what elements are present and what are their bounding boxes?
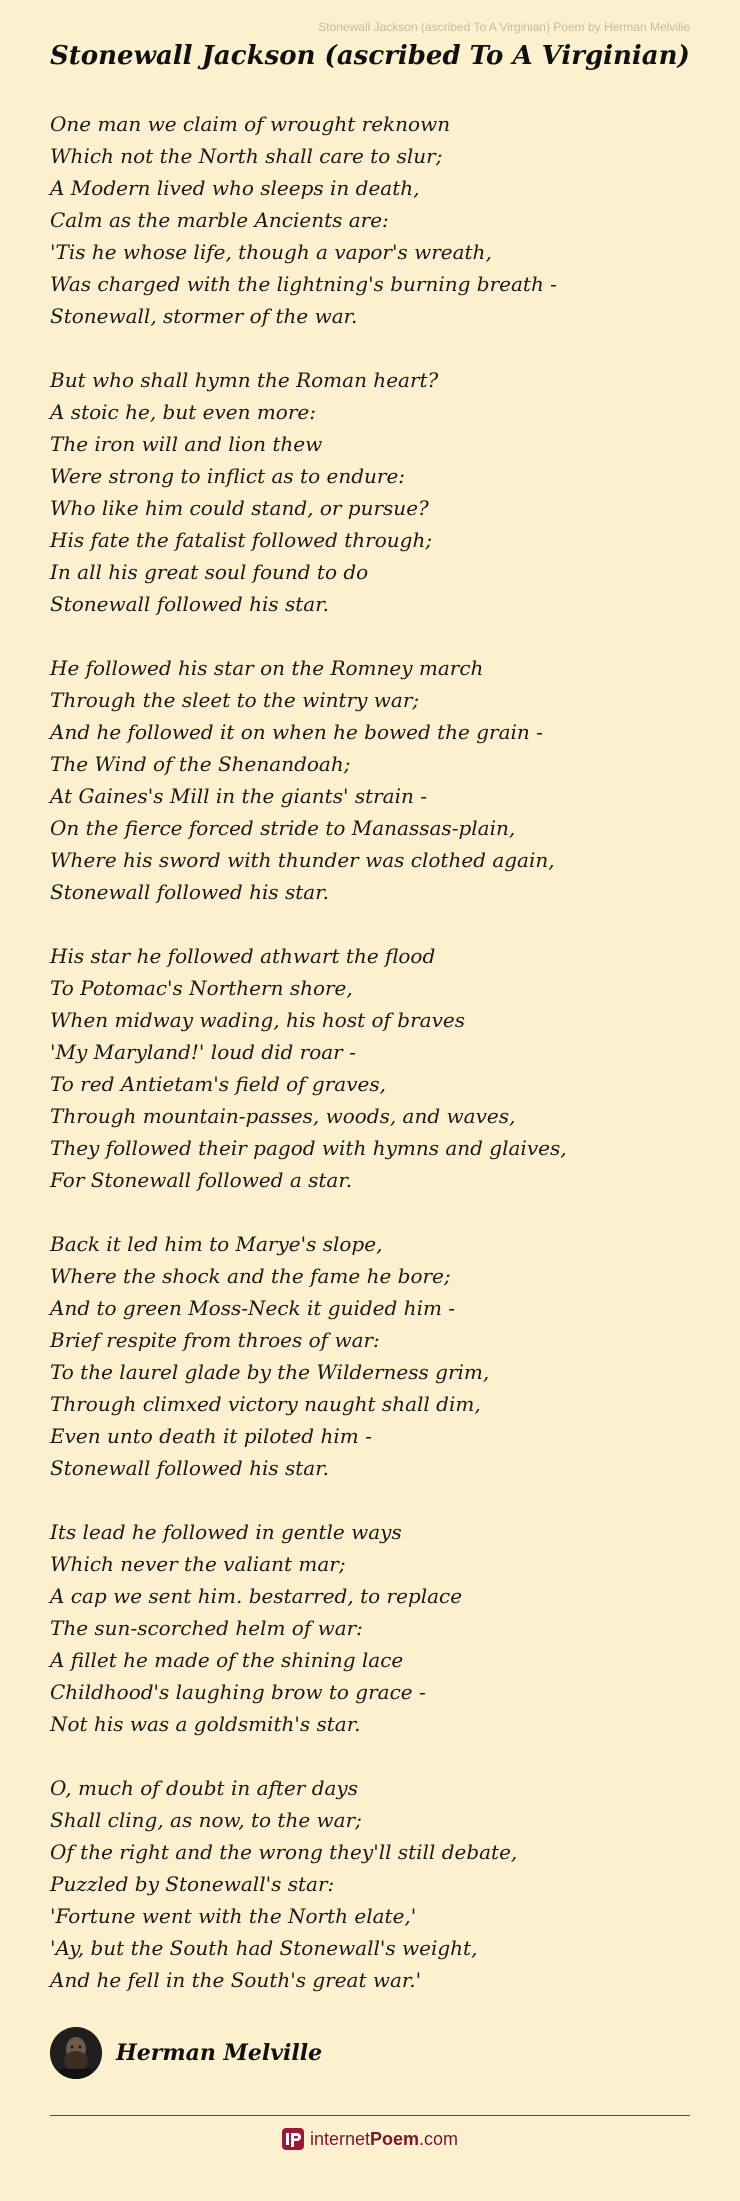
- poem-line: Through the sleet to the wintry war;: [50, 688, 420, 712]
- poem-stanza: [50, 1772, 700, 1996]
- poem-line: Stonewall, stormer of the war.: [50, 304, 358, 328]
- poem-line: Calm as the marble Ancients are:: [50, 208, 389, 232]
- poem-line: To Potomac's Northern shore,: [50, 976, 353, 1000]
- poem-stanza: [50, 940, 700, 1196]
- poem-line: Where the shock and the fame he bore;: [50, 1264, 451, 1288]
- poem-stanza: [50, 108, 700, 332]
- footer-divider: [50, 2115, 690, 2116]
- poem-line: To the laurel glade by the Wilderness grim,: [50, 1360, 490, 1384]
- poem-line: But who shall hymn the Roman heart?: [50, 368, 439, 392]
- poem-line: 'My Maryland!' loud did roar -: [50, 1040, 356, 1064]
- poem-line: A stoic he, but even more:: [50, 400, 316, 424]
- poem-line: Childhood's laughing brow to grace -: [50, 1680, 426, 1704]
- brand-suffix: .com: [419, 2128, 459, 2149]
- poem-line: His star he followed athwart the flood: [50, 944, 436, 968]
- author-portrait-icon[interactable]: [50, 2027, 102, 2079]
- poem-line: Were strong to inflict as to endure:: [50, 464, 406, 488]
- poem-line: A Modern lived who sleeps in death,: [50, 176, 420, 200]
- poem-line: And he fell in the South's great war.': [50, 1968, 422, 1992]
- poem-line: Brief respite from throes of war:: [50, 1328, 380, 1352]
- poem-line: Stonewall followed his star.: [50, 880, 329, 904]
- poem-line: And he followed it on when he bowed the grain -: [50, 720, 543, 744]
- poem-stanza: [50, 364, 700, 620]
- poem-line: For Stonewall followed a star.: [50, 1168, 353, 1192]
- poem-line: On the fierce forced stride to Manassas-plain,: [50, 816, 516, 840]
- author-block[interactable]: [50, 2027, 322, 2079]
- poem-line: Who like him could stand, or pursue?: [50, 496, 429, 520]
- poem-line: At Gaines's Mill in the giants' strain -: [50, 784, 427, 808]
- poem-line: Which not the North shall care to slur;: [50, 144, 443, 168]
- poem-line: 'Fortune went with the North elate,': [50, 1904, 417, 1928]
- poem-title: Stonewall Jackson (ascribed To A Virginian): [50, 41, 690, 71]
- poem-line: Its lead he followed in gentle ways: [50, 1520, 402, 1544]
- poem-line: Puzzled by Stonewall's star:: [50, 1872, 335, 1896]
- watermark: Stonewall Jackson (ascribed To A Virginian) Poem by Herman Melville: [318, 20, 690, 34]
- poem-line: Not his was a goldsmith's star.: [50, 1712, 361, 1736]
- poem-line: One man we claim of wrought reknown: [50, 112, 451, 136]
- poem-line: Through climxed victory naught shall dim,: [50, 1392, 481, 1416]
- poem-line: The iron will and lion thew: [50, 432, 323, 456]
- poem-stanza: [50, 1516, 700, 1740]
- poem-line: Through mountain-passes, woods, and waves,: [50, 1104, 516, 1128]
- poem-line: And to green Moss-Neck it guided him -: [50, 1296, 456, 1320]
- poem-line: 'Tis he whose life, though a vapor's wreath,: [50, 240, 492, 264]
- poem-line: Where his sword with thunder was clothed again,: [50, 848, 555, 872]
- poem-line: When midway wading, his host of braves: [50, 1008, 465, 1032]
- poem-line: Stonewall followed his star.: [50, 592, 329, 616]
- poem-line: He followed his star on the Romney march: [50, 656, 484, 680]
- poem-line: Of the right and the wrong they'll still debate,: [50, 1840, 518, 1864]
- poem-stanza: [50, 1228, 700, 1484]
- brand-bold: Poem: [370, 2128, 420, 2149]
- poem-line: Stonewall followed his star.: [50, 1456, 329, 1480]
- poem-line: A fillet he made of the shining lace: [50, 1648, 404, 1672]
- poem-line: To red Antietam's field of graves,: [50, 1072, 386, 1096]
- brand-prefix: internet: [309, 2128, 370, 2149]
- poem-line: Even unto death it piloted him -: [50, 1424, 372, 1448]
- poem-line: Shall cling, as now, to the war;: [50, 1808, 362, 1832]
- ip-logo-icon: [282, 2128, 304, 2150]
- poem-line: Was charged with the lightning's burning breath -: [50, 272, 557, 296]
- poem-line: His fate the fatalist followed through;: [50, 528, 433, 552]
- poem-line: Which never the valiant mar;: [50, 1552, 346, 1576]
- poem-line: In all his great soul found to do: [50, 560, 369, 584]
- author-name[interactable]: Herman Melville: [116, 2040, 323, 2066]
- poem-line: Back it led him to Marye's slope,: [50, 1232, 383, 1256]
- footer-brand-text[interactable]: [310, 2129, 458, 2150]
- poem-line: O, much of doubt in after days: [50, 1776, 358, 1800]
- footer-brand[interactable]: [0, 2128, 740, 2150]
- poem-body: [50, 108, 700, 2028]
- poem-line: The Wind of the Shenandoah;: [50, 752, 351, 776]
- poem-line: They followed their pagod with hymns and glaives,: [50, 1136, 567, 1160]
- poem-line: A cap we sent him. bestarred, to replace: [50, 1584, 463, 1608]
- poem-line: The sun-scorched helm of war:: [50, 1616, 363, 1640]
- poem-line: 'Ay, but the South had Stonewall's weight,: [50, 1936, 478, 1960]
- poem-stanza: [50, 652, 700, 908]
